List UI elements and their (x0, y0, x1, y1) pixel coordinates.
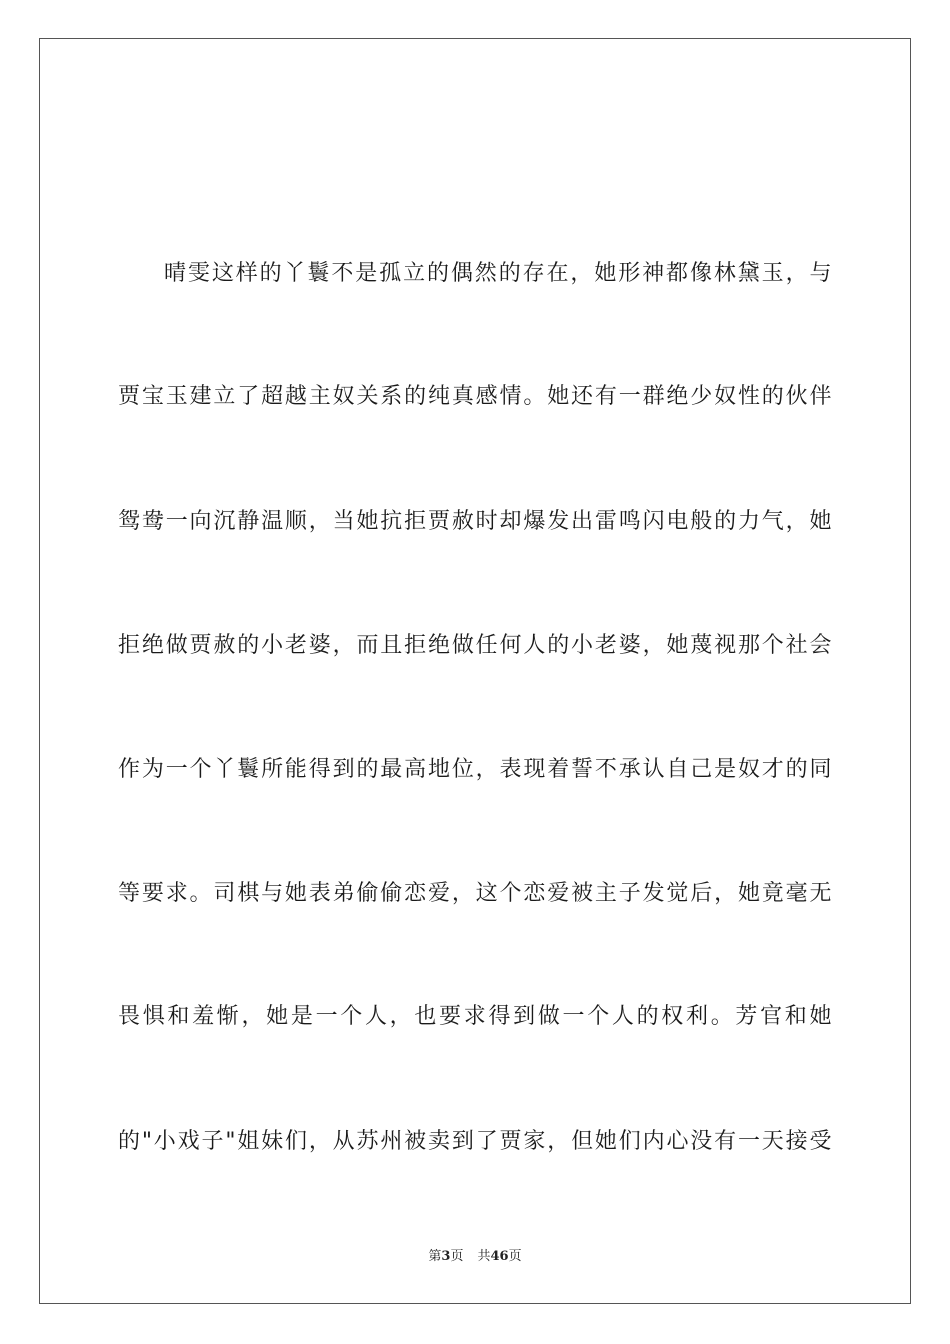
text-line: 畏惧和羞惭，她是一个人，也要求得到做一个人的权利。芳官和她 (118, 1004, 832, 1029)
text-line: 的"小戏子"姐妹们，从苏州被卖到了贾家，但她们内心没有一天接受 (118, 1129, 832, 1154)
page-prefix: 第 (428, 1249, 442, 1264)
text-line: 贾宝玉建立了超越主奴关系的纯真感情。她还有一群绝少奴性的伙伴 (118, 384, 832, 409)
total-pages: 46 (490, 1249, 509, 1264)
page-footer (0, 1246, 950, 1268)
text-line: 等要求。司棋与她表弟偷偷恋爱，这个恋爱被主子发觉后，她竟毫无 (118, 881, 832, 906)
page-number: 3 (441, 1249, 451, 1264)
page-border (39, 38, 911, 1304)
text-line: 拒绝做贾赦的小老婆，而且拒绝做任何人的小老婆，她蔑视那个社会 (118, 633, 832, 658)
text-line: 晴雯这样的丫鬟不是孤立的偶然的存在，她形神都像林黛玉，与 (164, 261, 832, 286)
text-line: 鸳鸯一向沉静温顺，当她抗拒贾赦时却爆发出雷鸣闪电般的力气，她 (118, 509, 832, 534)
page-suffix: 页 (450, 1249, 464, 1264)
text-line: 作为一个丫鬟所能得到的最高地位，表现着誓不承认自己是奴才的同 (118, 757, 832, 782)
total-prefix: 共 (477, 1249, 491, 1264)
total-suffix: 页 (508, 1249, 522, 1264)
